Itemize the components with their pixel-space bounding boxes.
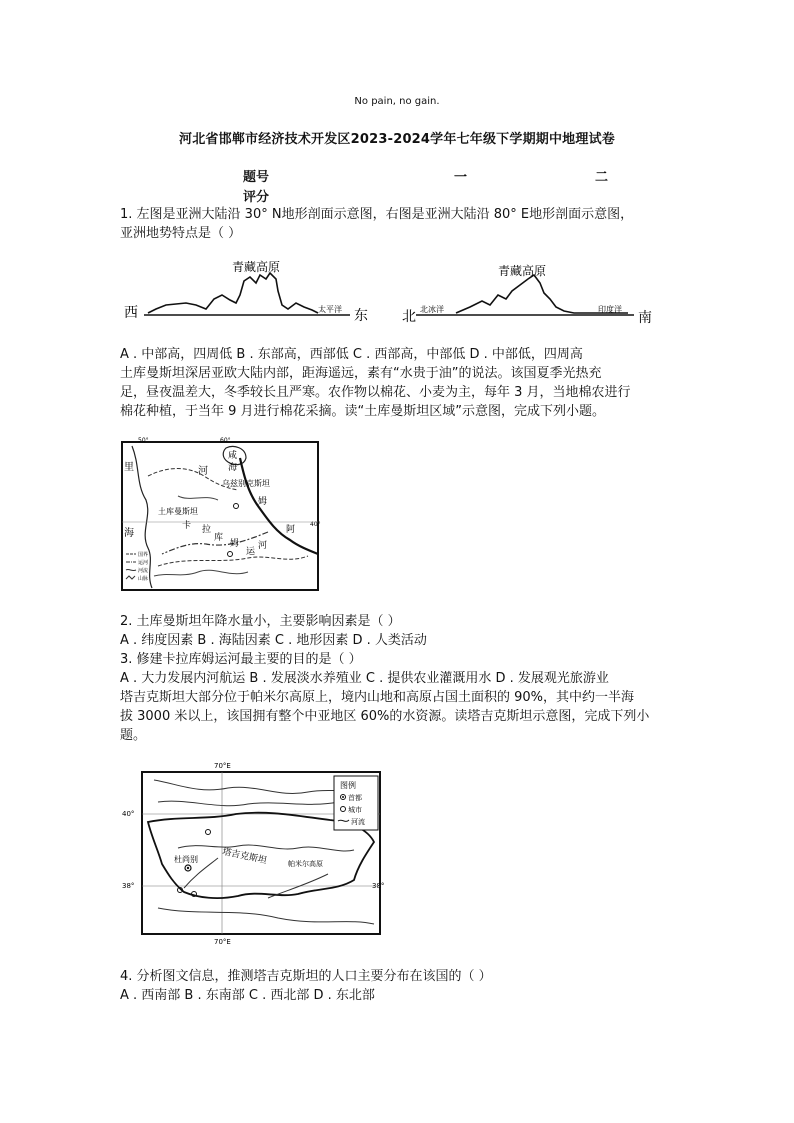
profile-30n-figure xyxy=(118,255,378,330)
profile-left-west-label: 西 xyxy=(124,305,138,321)
map2-lat-38-left: 38° xyxy=(122,882,135,890)
map1-lon-60-label: 60° xyxy=(220,437,231,444)
map1-lat-40-label: 40° xyxy=(310,521,321,528)
map2-legend xyxy=(334,776,378,830)
score-col-two: 二 xyxy=(595,170,609,185)
score-label-score: 评分 xyxy=(243,190,270,205)
map1-label-xian: 咸 xyxy=(228,451,238,461)
tajikistan-map xyxy=(118,758,394,946)
map2-capital-label: 杜尚别 xyxy=(174,855,198,864)
profile-left-peak-label: 青藏高原 xyxy=(232,260,281,274)
map1-label-la: 拉 xyxy=(202,525,212,535)
map1-label-he2: 河 xyxy=(258,541,268,551)
map1-label-hai2: 海 xyxy=(228,463,238,473)
svg-text:城市: 城市 xyxy=(348,806,362,814)
profile-right-ocean-s-label: 印度洋 xyxy=(598,305,622,314)
svg-text:河流: 河流 xyxy=(138,568,149,574)
turkmenistan-map xyxy=(118,436,324,596)
page-title: 河北省邯郸市经济技术开发区2023-2024学年七年级下学期期中地理试卷 xyxy=(179,132,615,147)
passage-turkmenistan: 土库曼斯坦深居亚欧大陆内部，距海遥远，素有“水贵于油”的说法。该国夏季光热充 足，昼夜温差大，冬季较长且严寒。农作物以棉花、小麦为主，每年 3 月，当地棉农进行 棉花种植，于当年 9 月进行棉花采摘。读“土库曼斯坦区域”示意图，完成下列小题。 xyxy=(120,366,631,419)
svg-text:图例: 图例 xyxy=(340,781,356,790)
map1-label-ku: 库 xyxy=(214,533,224,543)
map1-label-turkmenistan: 土库曼斯坦 xyxy=(158,507,198,516)
score-label-question-number: 题号 xyxy=(243,170,270,185)
map2-lon-top: 70°E xyxy=(214,762,231,770)
profile-left-east-label: 东 xyxy=(354,308,368,324)
question-3-stem: 3. 修建卡拉库姆运河最主要的目的是（ ） xyxy=(120,652,362,667)
question-1-options: A . 中部高，四周低 B . 东部高，西部低 C . 西部高，中部低 D . 中部低，四周高 xyxy=(120,347,583,362)
profile-right-peak-label: 青藏高原 xyxy=(498,264,547,278)
map2-lon-bottom: 70°E xyxy=(214,938,231,946)
map1-label-uzbekistan: 乌兹别克斯坦 xyxy=(222,479,270,488)
question-4-stem: 4. 分析图文信息，推测塔吉克斯坦的人口主要分布在该国的（ ） xyxy=(120,969,492,984)
svg-text:国界: 国界 xyxy=(138,552,149,558)
map1-label-mu: 姆 xyxy=(230,539,240,549)
question-2-stem: 2. 土库曼斯坦年降水量小，主要影响因素是（ ） xyxy=(120,614,401,629)
profile-right-ocean-n-label: 北冰洋 xyxy=(420,305,444,314)
svg-text:河流: 河流 xyxy=(351,818,365,826)
svg-text:首都: 首都 xyxy=(348,794,362,802)
map1-label-a: 阿 xyxy=(286,525,296,535)
profile-right-south-label: 南 xyxy=(638,310,652,326)
map1-lon-50-label: 50° xyxy=(138,437,149,444)
map2-country-label: 塔吉克斯坦 xyxy=(221,847,268,867)
svg-text:运河: 运河 xyxy=(138,560,149,566)
map2-lat-40: 40° xyxy=(122,810,135,818)
profile-left-ocean-label: 太平洋 xyxy=(318,305,342,314)
map1-label-ka: 卡 xyxy=(182,521,192,531)
profile-right-north-label: 北 xyxy=(402,309,416,325)
map2-lat-38-right: 38° xyxy=(372,882,385,890)
question-3-options: A . 大力发展内河航运 B . 发展淡水养殖业 C . 提供农业灌溉用水 D . 发展观光旅游业 xyxy=(120,671,609,686)
svg-text:山脉: 山脉 xyxy=(138,576,149,582)
question-2-options: A . 纬度因素 B . 海陆因素 C . 地形因素 D . 人类活动 xyxy=(120,633,427,648)
passage-tajikistan: 塔吉克斯坦大部分位于帕米尔高原上，境内山地和高原占国土面积的 90%，其中约一半海 拔 3000 米以上，该国拥有整个中亚地区 60%的水资源。读塔吉克斯坦示意图，完成下列小 题。 xyxy=(120,690,650,743)
map1-label-hai: 海 xyxy=(124,528,134,539)
score-col-one: 一 xyxy=(454,170,468,185)
map1-label-li: 里 xyxy=(124,462,134,473)
map1-label-yun: 运 xyxy=(246,547,256,557)
map2-plateau-label: 帕米尔高原 xyxy=(288,860,323,868)
motto: No pain, no gain. xyxy=(354,96,440,107)
map1-label-he: 河 xyxy=(198,466,208,477)
profile-80e-figure xyxy=(398,255,660,330)
question-4-options: A . 西南部 B . 东南部 C . 西北部 D . 东北部 xyxy=(120,988,375,1003)
map1-label-mu2: 姆 xyxy=(258,497,268,507)
question-1-stem: 1. 左图是亚洲大陆沿 30° N地形剖面示意图，右图是亚洲大陆沿 80° E地形剖面示意图， 亚洲地势特点是（ ） xyxy=(120,207,634,241)
